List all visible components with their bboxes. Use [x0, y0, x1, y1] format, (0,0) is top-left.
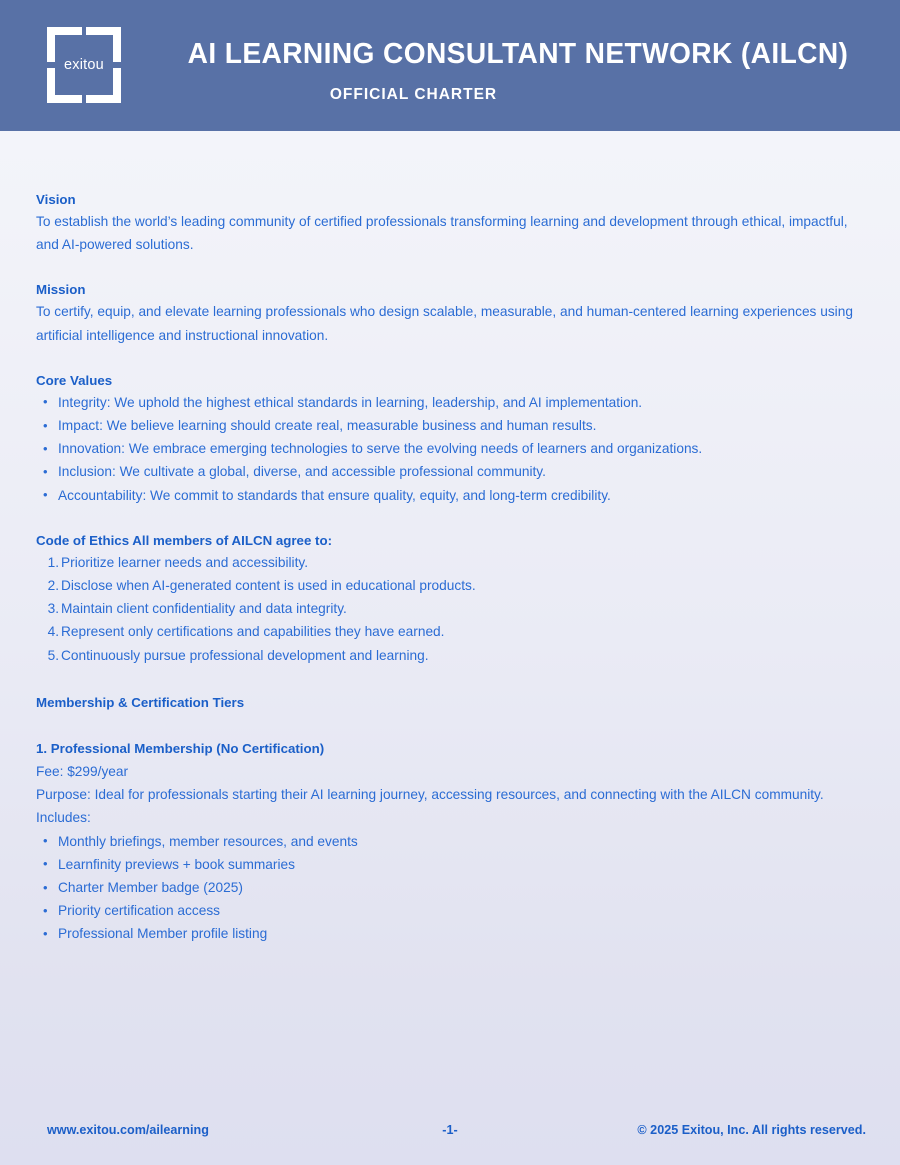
list-item: • Monthly briefings, member resources, and events — [36, 830, 864, 853]
list-item: Continuously pursue professional development and learning. — [61, 647, 429, 663]
section-mission — [36, 280, 864, 346]
list-item: • Accountability: We commit to standards that ensure quality, equity, and long-term credibility. — [36, 484, 864, 507]
list-item: • Innovation: We embrace emerging technologies to serve the evolving needs of learners and organizations. — [36, 437, 864, 460]
bracket-corner-bottom-right — [86, 68, 121, 103]
page-header — [0, 0, 900, 131]
core-values-list — [36, 391, 864, 507]
spacer — [36, 507, 864, 531]
tier-purpose: Purpose: Ideal for professionals starting their AI learning journey, accessing resources, and connecting with the AILCN community. — [36, 787, 824, 803]
list-item: Prioritize learner needs and accessibility. — [61, 554, 308, 570]
list-item: • Learnfinity previews + book summaries — [36, 853, 864, 876]
list-item: • Charter Member badge (2025) — [36, 876, 864, 899]
list-item: Represent only certifications and capabilities they have earned. — [61, 624, 445, 640]
code-of-ethics-list — [36, 551, 864, 667]
spacer — [36, 347, 864, 371]
list-item: Maintain client confidentiality and data integrity. — [61, 601, 347, 617]
section-vision — [36, 190, 864, 256]
footer-website-link[interactable]: www.exitou.com/ailearning — [47, 1123, 209, 1137]
spacer — [36, 713, 864, 737]
section-core-values — [36, 371, 864, 507]
list-item: • Professional Member profile listing — [36, 922, 864, 945]
section-membership — [36, 693, 864, 946]
spacer — [36, 256, 864, 280]
footer-copyright: © 2025 Exitou, Inc. All rights reserved. — [637, 1123, 866, 1137]
logo-wordmark: exitou — [64, 57, 104, 73]
list-item: • Inclusion: We cultivate a global, diverse, and accessible professional community. — [36, 460, 864, 483]
page-title: AI LEARNING CONSULTANT NETWORK (AILCN) — [187, 38, 849, 70]
list-item: Disclose when AI-generated content is used in educational products. — [61, 578, 476, 594]
vision-body: To establish the world’s leading community of certified professionals transforming learning and development through ethical, impactful, and AI-powered solutions. — [36, 214, 848, 253]
tier-title: 1. Professional Membership (No Certification) — [36, 740, 325, 756]
bracket-corner-bottom-left — [47, 68, 82, 103]
footer-page-number: -1- — [442, 1123, 458, 1137]
list-item: • Integrity: We uphold the highest ethical standards in learning, leadership, and AI implementation. — [36, 391, 864, 414]
list-item: • Priority certification access — [36, 899, 864, 922]
mission-heading: Mission — [36, 282, 86, 298]
page-footer — [0, 1109, 900, 1165]
tier-includes-label: Includes: — [36, 810, 91, 826]
mission-body: To certify, equip, and elevate learning professionals who design scalable, measurable, and human-centered learning experiences using artificial intelligence and instructional innovation. — [36, 304, 853, 343]
spacer — [36, 667, 864, 693]
document-body — [36, 190, 864, 946]
list-item: • Impact: We believe learning should create real, measurable business and human results. — [36, 414, 864, 437]
code-of-ethics-heading: Code of Ethics All members of AILCN agree to: — [36, 532, 333, 548]
section-code-of-ethics — [36, 531, 864, 667]
tier-fee: Fee: $299/year — [36, 764, 129, 780]
membership-heading: Membership & Certification Tiers — [36, 694, 245, 710]
tier-includes-list — [36, 830, 864, 946]
bracket-frame-icon — [47, 27, 121, 103]
vision-heading: Vision — [36, 192, 76, 207]
page-subtitle: OFFICIAL CHARTER — [329, 86, 498, 103]
core-values-heading: Core Values — [36, 372, 113, 388]
